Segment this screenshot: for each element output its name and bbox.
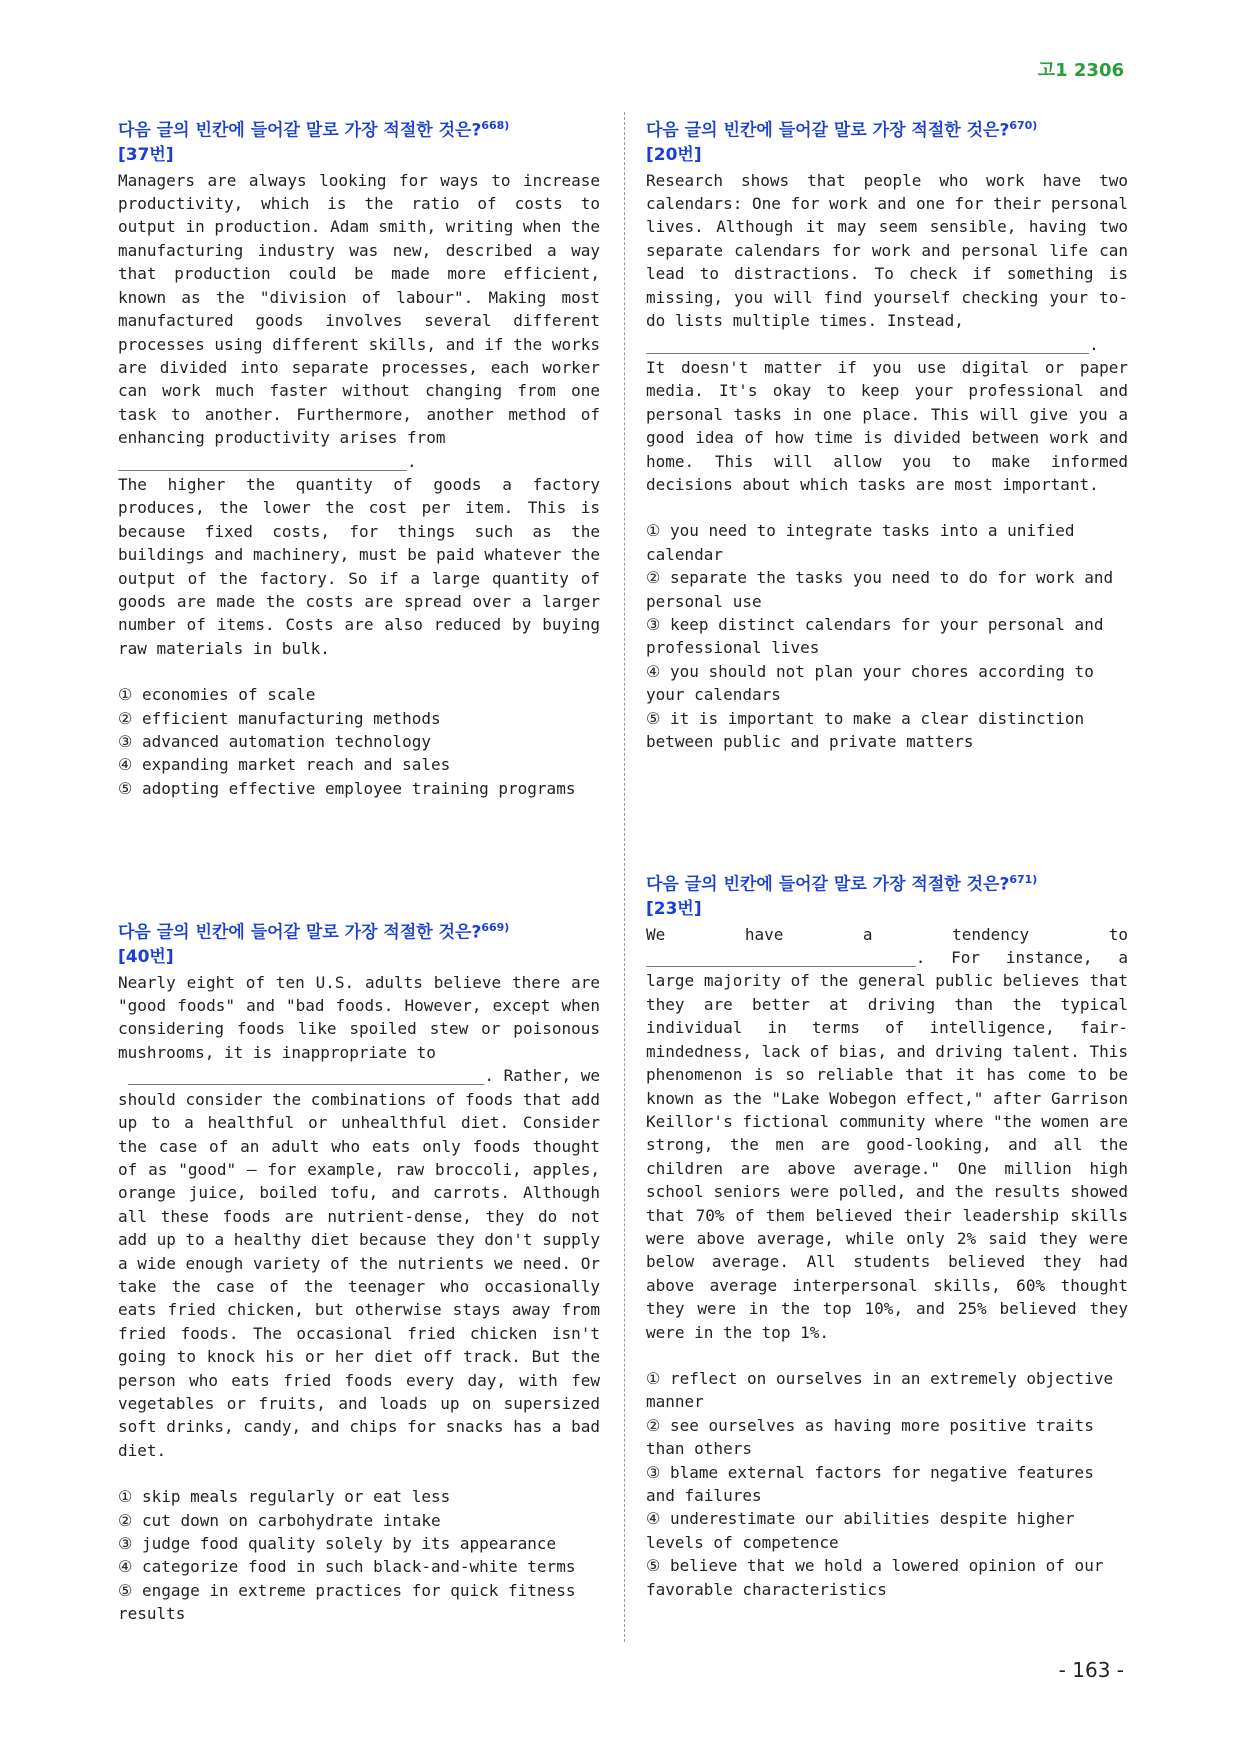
answer-options [118, 1485, 600, 1625]
option-2[interactable]: ② cut down on carbohydrate intake [118, 1510, 441, 1530]
question-670 [646, 114, 1128, 753]
column-divider [624, 112, 625, 1642]
passage [646, 923, 1128, 1344]
question-671 [646, 868, 1128, 1601]
footnote-ref: 671) [1009, 873, 1038, 886]
option-2[interactable]: ② see ourselves as having more positive traits than others [646, 1415, 1094, 1459]
question-title [646, 868, 1128, 921]
question-number: [40번] [118, 946, 174, 967]
passage [118, 971, 600, 1463]
question-number: [37번] [118, 144, 174, 165]
option-5[interactable]: ⑤ engage in extreme practices for quick fitness results [118, 1580, 576, 1624]
passage-part-2: The higher the quantity of goods a factory produces, the lower the cost per item. This is because fixed costs, for things such as the buildings and machinery, must be paid whatever the output of the factory. So if a large quantity of goods are made the costs are spread over a larger number of items. Costs are also reduced by buying raw materials in bulk. [118, 474, 600, 658]
answer-options [646, 1367, 1128, 1601]
title-text: 다음 글의 빈칸에 들어갈 말로 가장 적절한 것은? [118, 922, 482, 943]
blank-line: ______________________________________________. [646, 334, 1099, 354]
option-5[interactable]: ⑤ believe that we hold a lowered opinion of our favorable characteristics [646, 1556, 1104, 1599]
blank-line: _____________________________________. Rather, we [127, 1066, 600, 1086]
passage-part-2: It doesn't matter if you use digital or paper media. It's okay to keep your professional and personal tasks in one place. This will give you a good idea of how time is divided between work and home. This will allow you to make informed decisions about which tasks are most important. [646, 357, 1128, 494]
answer-options [118, 683, 600, 800]
option-1[interactable]: ① reflect on ourselves in an extremely objective manner [646, 1368, 1114, 1412]
option-1[interactable]: ① skip meals regularly or eat less [118, 1487, 451, 1507]
option-1[interactable]: ① economies of scale [118, 685, 316, 705]
passage [646, 169, 1128, 497]
passage-part-1: Nearly eight of ten U.S. adults believe there are "good foods" and "bad foods. However, except when considering foods like spoiled stew or poisonous mushrooms, it is inappropriate to [118, 972, 600, 1062]
option-4[interactable]: ④ you should not plan your chores according to your calendars [646, 661, 1094, 705]
passage-part-1: Research shows that people who work have two calendars: One for work and one for their personal lives. Although it may seem sensible, having two separate calendars for work and personal life can lead to distractions. To check if something is missing, you will find yourself checking your to-do lists multiple times. Instead, [646, 170, 1128, 331]
option-2[interactable]: ② separate the tasks you need to do for work and personal use [646, 568, 1114, 611]
question-title [118, 916, 600, 969]
passage [118, 169, 600, 661]
option-4[interactable]: ④ underestimate our abilities despite higher levels of competence [646, 1509, 1075, 1552]
option-5[interactable]: ⑤ adopting effective employee training programs [118, 778, 576, 798]
passage-part-1: Managers are always looking for ways to increase productivity, which is the ratio of costs to output in production. Adam smith, writing when the manufacturing industry was new, described a way that production could be made more efficient, known as the "division of labour". Making most manufactured goods involves several different processes using different skills, and if the works are divided into separate processes, each worker can work much faster without changing from one task to another. Furthermore, another method of enhancing productivity arises from [118, 170, 600, 448]
option-4[interactable]: ④ expanding market reach and sales [118, 755, 451, 775]
passage-part-1: We have a tendency to ____________________________. For instance, a large majority of the general public believes that they are better at driving than the typical individual in terms of intelligence, fair-mindedness, lack of bias, and driving talent. This phenomenon is so reliable that it has come to be known as the "Lake Wobegon effect," after Garrison Keillor's fictional community where "the women are strong, the men are good-looking, and all the children are above average." One million high school seniors were polled, and the results showed that 70% of them believed their leadership skills were above average, while only 2% said they were below average. All students believed they had above average interpersonal skills, 60% thought they were in the top 10%, and 25% believed they were in the top 1%. [646, 924, 1128, 1342]
option-1[interactable]: ① you need to integrate tasks into a unified calendar [646, 521, 1075, 564]
question-668 [118, 114, 600, 800]
question-669 [118, 916, 600, 1626]
answer-options [646, 519, 1128, 753]
option-4[interactable]: ④ categorize food in such black-and-white terms [118, 1557, 576, 1577]
blank-line: ______________________________. [118, 451, 417, 471]
footnote-ref: 668) [481, 119, 510, 132]
option-3[interactable]: ③ judge food quality solely by its appearance [118, 1534, 557, 1553]
title-text: 다음 글의 빈칸에 들어갈 말로 가장 적절한 것은? [646, 874, 1010, 895]
title-text: 다음 글의 빈칸에 들어갈 말로 가장 적절한 것은? [118, 120, 482, 141]
passage-part-2: should consider the combinations of foods that add up to a healthful or unhealthful diet. Consider the case of an adult who eats only foods thought of as "good" — for example, raw broccoli, apples, orange juice, boiled tofu, and carrots. Although all these foods are nutrient-dense, they do not add up to a healthy diet because they don't supply a wide enough variety of the nutrients we need. Or take the case of the teenager who occasionally eats fried chicken, but otherwise stays away from fried foods. The occasional fried chicken isn't going to knock his or her diet off track. But the person who eats fried foods every day, with few vegetables or fruits, and loads up on supersized soft drinks, candy, and chips for snacks has a bad diet. [118, 1089, 600, 1460]
question-title [118, 114, 600, 167]
question-number: [20번] [646, 144, 702, 165]
option-3[interactable]: ③ keep distinct calendars for your personal and professional lives [646, 614, 1104, 658]
question-title [646, 114, 1128, 167]
question-number: [23번] [646, 898, 702, 919]
footnote-ref: 670) [1009, 119, 1038, 132]
option-2[interactable]: ② efficient manufacturing methods [118, 708, 441, 728]
option-3[interactable]: ③ advanced automation technology [118, 732, 431, 751]
title-text: 다음 글의 빈칸에 들어갈 말로 가장 적절한 것은? [646, 120, 1010, 141]
exam-tag: 고1 2306 [1037, 60, 1124, 81]
option-5[interactable]: ⑤ it is important to make a clear distinction between public and private matters [646, 708, 1085, 751]
option-3[interactable]: ③ blame external factors for negative features and failures [646, 1462, 1094, 1505]
page-number: - 163 - [1058, 1658, 1124, 1682]
footnote-ref: 669) [481, 921, 510, 934]
